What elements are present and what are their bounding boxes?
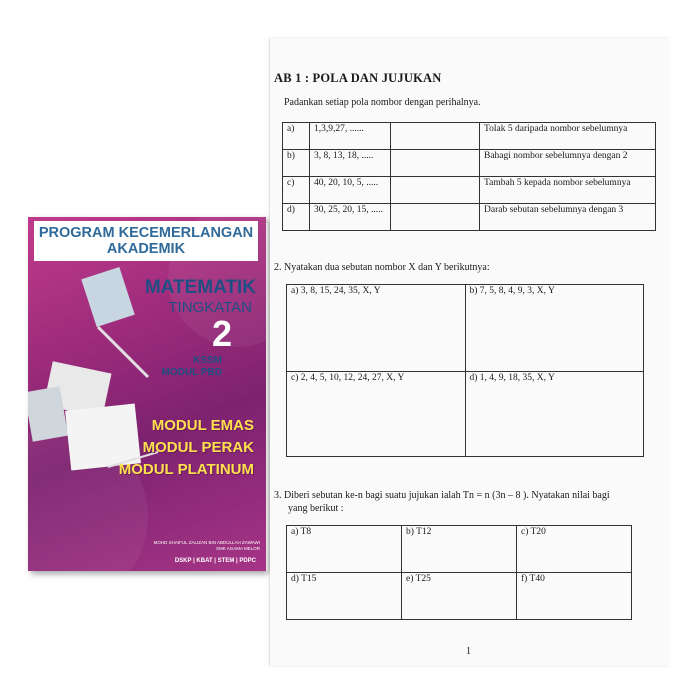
q3-cell-e: e) T25 bbox=[402, 573, 517, 620]
q1-pattern-a: 1,3,9,27, ...... bbox=[310, 123, 391, 150]
table-row bbox=[283, 150, 656, 177]
cover-level-emas: MODUL EMAS bbox=[151, 417, 254, 434]
cover-author-name: MOHD SHAIFUL ZALIZAN BIN ABDULLAH ZAWAWI bbox=[153, 540, 260, 545]
q2-question: 2. Nyatakan dua sebutan nombor X dan Y berikutnya: bbox=[274, 262, 490, 273]
q1-label-d: d) bbox=[283, 204, 310, 231]
q3-cell-b: b) T12 bbox=[402, 526, 517, 573]
table-row bbox=[283, 123, 656, 150]
page-number: 1 bbox=[466, 646, 471, 657]
table-row bbox=[287, 285, 644, 372]
q1-description-c: Tambah 5 kepada nombor sebelumnya bbox=[480, 177, 656, 204]
table-row bbox=[287, 372, 644, 457]
q1-blank-d bbox=[391, 204, 480, 231]
q1-label-c: c) bbox=[283, 177, 310, 204]
q1-instruction: Padankan setiap pola nombor dengan perihalnya. bbox=[284, 97, 481, 108]
q3-question-line2: yang berikut : bbox=[288, 503, 344, 514]
q3-answer-table bbox=[286, 525, 632, 620]
q1-description-d: Darab sebutan sebelumnya dengan 3 bbox=[480, 204, 656, 231]
q1-pattern-d: 30, 25, 20, 15, ..... bbox=[310, 204, 391, 231]
q1-pattern-b: 3, 8, 13, 18, ..... bbox=[310, 150, 391, 177]
cover-author bbox=[154, 540, 260, 552]
cover-form-number: 2 bbox=[211, 313, 232, 354]
cover-form-label: TINGKATAN bbox=[168, 299, 252, 316]
q1-label-b: b) bbox=[283, 150, 310, 177]
q2-cell-a: a) 3, 8, 15, 24, 35, X, Y bbox=[287, 285, 466, 372]
q1-description-a: Tolak 5 daripada nombor sebelumnya bbox=[480, 123, 656, 150]
cover-author-school: SMK AGAMA MELOR bbox=[215, 546, 260, 551]
q1-blank-c bbox=[391, 177, 480, 204]
worksheet-page bbox=[270, 38, 670, 666]
q1-matching-table bbox=[282, 122, 656, 231]
q2-cell-d: d) 1, 4, 9, 18, 35, X, Y bbox=[465, 372, 644, 457]
q2-cell-b: b) 7, 5, 8, 4, 9, 3, X, Y bbox=[465, 285, 644, 372]
q3-cell-f: f) T40 bbox=[517, 573, 632, 620]
q1-blank-a bbox=[391, 123, 480, 150]
book-cover bbox=[28, 217, 266, 571]
table-row bbox=[287, 526, 632, 573]
table-row bbox=[283, 204, 656, 231]
q3-cell-c: c) T20 bbox=[517, 526, 632, 573]
cover-subject: MATEMATIK bbox=[144, 277, 256, 298]
cover-title-line1: PROGRAM KECEMERLANGAN bbox=[38, 225, 254, 241]
cover-decoration bbox=[28, 217, 266, 571]
cover-level-perak: MODUL PERAK bbox=[142, 439, 254, 456]
cover-tags: DSKP | KBAT | STEM | PDPC bbox=[174, 558, 256, 564]
q1-label-a: a) bbox=[283, 123, 310, 150]
q2-cell-c: c) 2, 4, 5, 10, 12, 24, 27, X, Y bbox=[287, 372, 466, 457]
cover-level-platinum: MODUL PLATINUM bbox=[118, 461, 254, 478]
cover-title-line2: AKADEMIK bbox=[106, 241, 186, 257]
cover-title-banner bbox=[34, 221, 258, 261]
cover-kssm: KSSM bbox=[193, 355, 222, 366]
q3-cell-d: d) T15 bbox=[287, 573, 402, 620]
q1-description-b: Bahagi nombor sebelumnya dengan 2 bbox=[480, 150, 656, 177]
table-row bbox=[283, 177, 656, 204]
q3-cell-a: a) T8 bbox=[287, 526, 402, 573]
cover-modul-pbd: MODUL PBD bbox=[161, 367, 222, 378]
q1-blank-b bbox=[391, 150, 480, 177]
worksheet-title: AB 1 : POLA DAN JUJUKAN bbox=[274, 71, 442, 85]
q1-pattern-c: 40, 20, 10, 5, ..... bbox=[310, 177, 391, 204]
q3-question-line1: 3. Diberi sebutan ke-n bagi suatu jujukan ialah Tn = n (3n – 8 ). Nyatakan nilai bagi bbox=[274, 490, 610, 501]
table-row bbox=[287, 573, 632, 620]
q2-answer-table bbox=[286, 284, 644, 457]
